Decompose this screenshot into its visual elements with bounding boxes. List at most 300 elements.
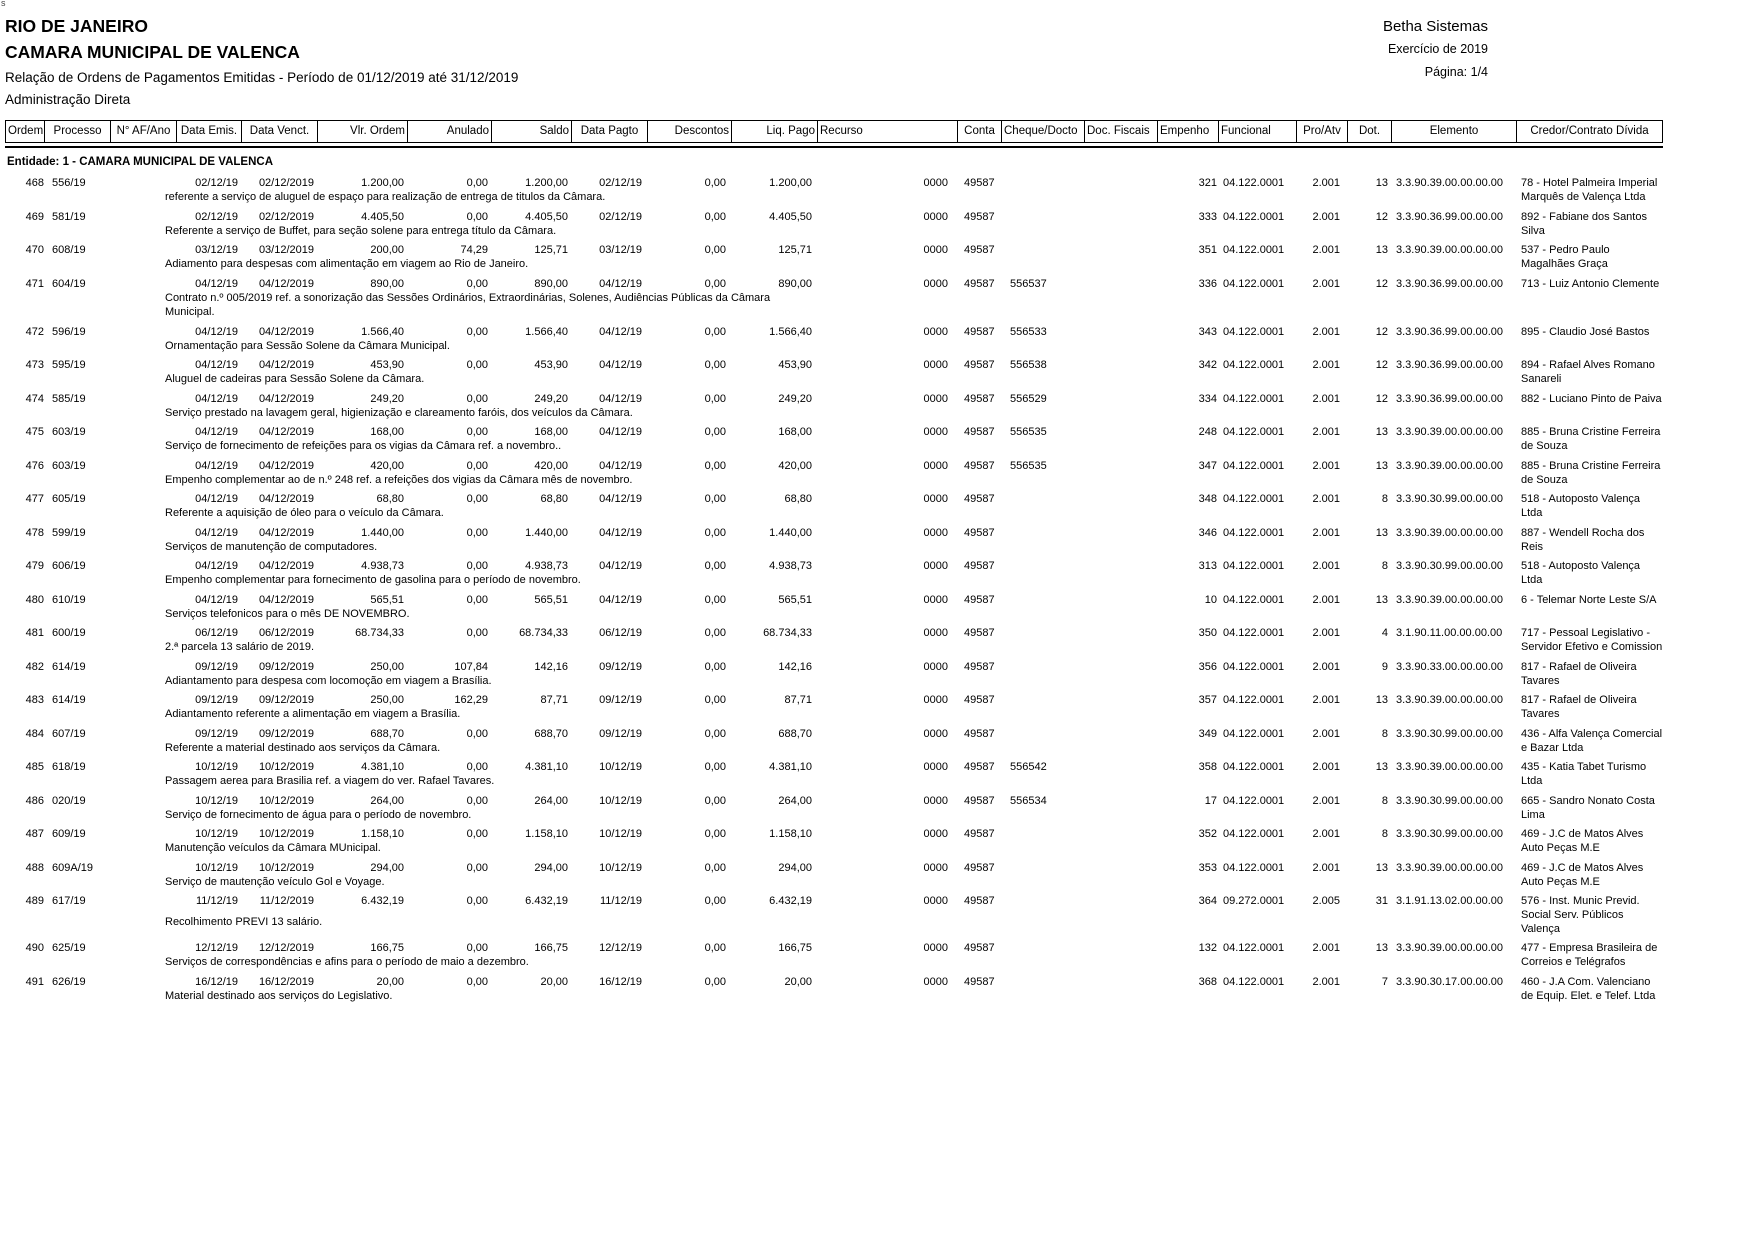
cell-data-emis: 04/12/19 [195, 392, 238, 405]
cell-conta: 49587 [964, 861, 995, 874]
cell-anulado: 0,00 [466, 942, 488, 954]
cell-empenho: 349 [1198, 727, 1217, 740]
cell-vlr-ordem: 1.566,40 [361, 325, 404, 338]
cell-pro-atv: 2.001 [1312, 426, 1340, 438]
cell-data-venct: 04/12/2019 [258, 526, 314, 539]
cell-conta: 49587 [964, 277, 995, 290]
cell-pro-atv: 2.001 [1312, 526, 1340, 539]
cell-descontos: 0,00 [704, 493, 726, 505]
cell-recurso: 0000 [923, 210, 948, 223]
cell-data-venct: 09/12/2019 [258, 694, 314, 706]
row-description: Serviços de manutenção de computadores. [165, 540, 378, 553]
cell-data-emis: 04/12/19 [195, 325, 238, 338]
cell-liq-pago: 1.566,40 [769, 325, 812, 338]
cell-empenho: 347 [1198, 459, 1217, 472]
cell-descontos: 0,00 [704, 177, 726, 189]
row-description: Referente a aquisição de óleo para o veículo da Câmara. [165, 507, 444, 519]
cell-af-ano [111, 243, 177, 257]
cell-saldo: 4.938,73 [525, 560, 568, 572]
cell-elemento: 3.3.90.39.00.00.00.00 [1396, 526, 1504, 539]
cell-funcional: 04.122.0001 [1223, 794, 1285, 807]
cell-data-emis: 10/12/19 [195, 861, 238, 874]
cell-saldo: 249,20 [534, 392, 568, 405]
cell-data-pagto: 09/12/19 [599, 727, 642, 740]
cell-liq-pago: 249,20 [778, 392, 812, 405]
cell-recurso: 0000 [923, 627, 948, 639]
cell-data-venct: 04/12/2019 [258, 459, 314, 472]
cell-anulado: 0,00 [466, 895, 488, 907]
cell-elemento: 3.3.90.30.99.00.00.00 [1396, 727, 1504, 740]
cell-af-ano [111, 325, 177, 339]
cell-funcional: 04.122.0001 [1223, 277, 1285, 290]
cell-anulado: 0,00 [466, 493, 488, 505]
cell-data-pagto: 04/12/19 [599, 392, 642, 405]
cell-dot: 9 [1381, 660, 1388, 673]
table-row [5, 760, 1663, 789]
cell-credor: 469 - J.C de Matos Alves Auto Peças M.E [1521, 861, 1644, 888]
cell-data-venct: 12/12/2019 [258, 942, 314, 954]
cell-credor: 435 - Katia Tabet Turismo Ltda [1521, 761, 1647, 787]
cell-liq-pago: 4.381,10 [769, 761, 812, 773]
cell-data-emis: 04/12/19 [195, 560, 238, 572]
table-row [5, 277, 1663, 320]
cell-anulado: 0,00 [466, 526, 488, 539]
cell-empenho: 132 [1198, 942, 1217, 954]
cell-doc-fiscais [1085, 727, 1158, 741]
cell-data-venct: 09/12/2019 [258, 727, 314, 740]
cell-descontos: 0,00 [704, 526, 726, 539]
cell-data-venct: 09/12/2019 [258, 660, 314, 673]
cell-elemento: 3.3.90.36.99.00.00.00 [1396, 277, 1504, 290]
cell-saldo: 166,75 [534, 942, 568, 954]
cell-processo: 618/19 [52, 761, 86, 773]
column-header-ordem: Ordem [5, 121, 45, 142]
cell-credor: 477 - Empresa Brasileira de Correios e Telégrafos [1521, 942, 1658, 968]
cell-data-emis: 04/12/19 [195, 593, 238, 606]
cell-credor: 713 - Luiz Antonio Clemente [1521, 277, 1660, 290]
cell-descontos: 0,00 [704, 325, 726, 338]
cell-dot: 12 [1375, 210, 1388, 223]
cell-recurso: 0000 [923, 459, 948, 472]
cell-af-ano [111, 176, 177, 190]
cell-data-pagto: 12/12/19 [599, 942, 642, 954]
cell-doc-fiscais [1085, 660, 1158, 674]
cell-cheque-docto [1002, 975, 1085, 989]
table-row [5, 894, 1663, 936]
cell-anulado: 0,00 [466, 794, 488, 807]
cell-liq-pago: 68.734,33 [763, 627, 812, 639]
cell-elemento: 3.3.90.36.99.00.00.00 [1396, 210, 1504, 223]
table-row [5, 425, 1663, 454]
cell-doc-fiscais [1085, 176, 1158, 190]
cell-ordem: 475 [25, 426, 44, 438]
cell-processo: 614/19 [52, 694, 86, 706]
cell-ordem: 491 [25, 975, 44, 988]
cell-descontos: 0,00 [704, 210, 726, 223]
cell-descontos: 0,00 [704, 660, 726, 673]
row-description: referente a serviço de aluguel de espaço para realização de entrega de titulos da Câmara. [165, 191, 606, 203]
cell-funcional: 09.272.0001 [1223, 895, 1285, 907]
cell-dot: 12 [1375, 392, 1388, 405]
cell-data-emis: 09/12/19 [195, 660, 238, 673]
cell-liq-pago: 565,51 [778, 593, 812, 606]
cell-funcional: 04.122.0001 [1223, 210, 1285, 223]
cell-ordem: 478 [25, 526, 44, 539]
cell-descontos: 0,00 [704, 627, 726, 639]
cell-data-venct: 02/12/2019 [258, 177, 314, 189]
cell-ordem: 468 [25, 177, 44, 189]
cell-vlr-ordem: 68,80 [376, 493, 404, 505]
cell-af-ano [111, 827, 177, 841]
cell-data-venct: 11/12/2019 [259, 895, 314, 907]
cell-anulado: 0,00 [466, 828, 488, 840]
cell-recurso: 0000 [923, 828, 948, 840]
cell-credor: 665 - Sandro Nonato Costa Lima [1521, 794, 1655, 821]
cell-cheque-docto: 556542 [1010, 761, 1047, 773]
cell-elemento: 3.3.90.39.00.00.00.00 [1396, 942, 1504, 954]
cell-empenho: 351 [1198, 244, 1217, 256]
cell-data-emis: 11/12/19 [195, 895, 238, 907]
cell-data-pagto: 04/12/19 [599, 526, 642, 539]
cell-data-emis: 03/12/19 [195, 244, 238, 256]
cell-descontos: 0,00 [704, 942, 726, 954]
cell-af-ano [111, 210, 177, 224]
cell-recurso: 0000 [923, 426, 948, 438]
cell-processo: 556/19 [52, 177, 86, 189]
cell-liq-pago: 125,71 [778, 244, 812, 256]
cell-data-pagto: 04/12/19 [599, 459, 642, 472]
row-description: Adiamento para despesas com alimentação em viagem ao Rio de Janeiro. [165, 258, 529, 270]
cell-processo: 609/19 [52, 828, 86, 840]
cell-data-emis: 04/12/19 [195, 359, 238, 371]
cell-dot: 13 [1375, 593, 1388, 606]
cell-anulado: 107,84 [454, 660, 488, 673]
cell-af-ano [111, 526, 177, 540]
cell-af-ano [111, 975, 177, 989]
cell-data-pagto: 11/12/19 [599, 895, 642, 907]
cell-data-emis: 16/12/19 [195, 975, 238, 988]
cell-conta: 49587 [964, 210, 995, 223]
table-row [5, 392, 1663, 421]
cell-descontos: 0,00 [704, 727, 726, 740]
cell-funcional: 04.122.0001 [1223, 359, 1285, 371]
cell-ordem: 486 [25, 794, 44, 807]
cell-data-pagto: 02/12/19 [599, 210, 642, 223]
cell-processo: 606/19 [52, 560, 86, 572]
cell-doc-fiscais [1085, 492, 1158, 506]
cell-empenho: 333 [1198, 210, 1217, 223]
org-title: CAMARA MUNICIPAL DE VALENCA [5, 42, 300, 62]
cell-liq-pago: 87,71 [784, 694, 812, 706]
cell-anulado: 0,00 [466, 426, 488, 438]
cell-saldo: 4.405,50 [525, 210, 568, 223]
cell-anulado: 0,00 [466, 459, 488, 472]
cell-funcional: 04.122.0001 [1223, 526, 1285, 539]
cell-credor: 469 - J.C de Matos Alves Auto Peças M.E [1521, 828, 1644, 854]
cell-descontos: 0,00 [704, 359, 726, 371]
cell-af-ano [111, 861, 177, 875]
cell-liq-pago: 4.938,73 [769, 560, 812, 572]
cell-liq-pago: 1.200,00 [769, 177, 812, 189]
cell-conta: 49587 [964, 560, 995, 572]
cell-cheque-docto [1002, 660, 1085, 674]
cell-vlr-ordem: 6.432,19 [361, 895, 404, 907]
cell-pro-atv: 2.001 [1312, 861, 1340, 874]
cell-liq-pago: 420,00 [778, 459, 812, 472]
cell-saldo: 142,16 [534, 660, 568, 673]
cell-liq-pago: 4.405,50 [769, 210, 812, 223]
cell-data-emis: 04/12/19 [195, 277, 238, 290]
cell-data-pagto: 10/12/19 [599, 761, 642, 773]
cell-processo: 603/19 [52, 426, 86, 438]
entity-label: Entidade: 1 - CAMARA MUNICIPAL DE VALENCA [7, 156, 273, 168]
cell-vlr-ordem: 890,00 [370, 277, 404, 290]
table-body [5, 176, 1755, 1003]
cell-pro-atv: 2.001 [1312, 459, 1340, 472]
cell-data-emis: 04/12/19 [195, 459, 238, 472]
cell-data-emis: 10/12/19 [195, 761, 238, 773]
cell-elemento: 3.3.90.36.99.00.00.00 [1396, 392, 1504, 405]
cell-conta: 49587 [964, 359, 995, 371]
cell-af-ano [111, 727, 177, 741]
cell-ordem: 481 [25, 627, 44, 639]
cell-recurso: 0000 [923, 392, 948, 405]
cell-cheque-docto [1002, 727, 1085, 741]
header-right [1180, 16, 1488, 84]
table-row [5, 210, 1663, 239]
cell-cheque-docto: 556534 [1010, 794, 1047, 807]
cell-saldo: 1.158,10 [525, 828, 568, 840]
cell-anulado: 0,00 [466, 359, 488, 371]
cell-dot: 13 [1375, 694, 1388, 706]
table-row [5, 975, 1663, 1004]
cell-recurso: 0000 [923, 359, 948, 371]
cell-vlr-ordem: 20,00 [376, 975, 404, 988]
cell-anulado: 0,00 [466, 177, 488, 189]
table-row [5, 693, 1663, 722]
column-header-pro-atv: Pro/Atv [1297, 121, 1348, 142]
cell-vlr-ordem: 453,90 [370, 359, 404, 371]
cell-empenho: 364 [1198, 895, 1217, 907]
cell-descontos: 0,00 [704, 459, 726, 472]
table-row [5, 827, 1663, 856]
column-header-processo: Processo [45, 121, 111, 142]
row-description: Adiantamento para despesa com locomoção em viagem a Brasília. [165, 674, 492, 687]
column-header-liq-pago: Liq. Pago [732, 121, 818, 142]
cell-ordem: 474 [25, 392, 44, 405]
cell-data-venct: 03/12/2019 [258, 244, 314, 256]
column-header-data-pagto: Data Pagto [572, 121, 648, 142]
row-description: Serviço de fornecimento de refeições para os vigias da Câmara ref. a novembro.. [165, 440, 562, 452]
cell-pro-atv: 2.001 [1312, 761, 1340, 773]
cell-data-pagto: 06/12/19 [599, 627, 642, 639]
cell-saldo: 1.200,00 [525, 177, 568, 189]
cell-dot: 8 [1381, 493, 1388, 505]
cell-funcional: 04.122.0001 [1223, 560, 1285, 572]
cell-liq-pago: 294,00 [778, 861, 812, 874]
cell-funcional: 04.122.0001 [1223, 392, 1285, 405]
cell-ordem: 472 [25, 325, 44, 338]
cell-af-ano [111, 358, 177, 372]
cell-descontos: 0,00 [704, 975, 726, 988]
cell-ordem: 479 [25, 560, 44, 572]
cell-ordem: 485 [25, 761, 44, 773]
cell-data-pagto: 04/12/19 [599, 593, 642, 606]
cell-doc-fiscais [1085, 794, 1158, 808]
cell-saldo: 4.381,10 [525, 761, 568, 773]
cell-cheque-docto [1002, 827, 1085, 841]
cell-credor: 887 - Wendell Rocha dos Reis [1521, 526, 1645, 553]
cell-funcional: 04.122.0001 [1223, 861, 1285, 874]
table-row [5, 941, 1663, 970]
cell-af-ano [111, 425, 177, 439]
cell-pro-atv: 2.001 [1312, 392, 1340, 405]
cell-credor: 436 - Alfa Valença Comercial e Bazar Ltda [1521, 727, 1663, 754]
cell-data-venct: 10/12/2019 [258, 861, 314, 874]
cell-empenho: 348 [1198, 493, 1217, 505]
cell-conta: 49587 [964, 727, 995, 740]
cell-elemento: 3.3.90.33.00.00.00.00 [1396, 660, 1504, 673]
cell-saldo: 168,00 [534, 426, 568, 438]
cell-doc-fiscais [1085, 243, 1158, 257]
cell-liq-pago: 1.158,10 [769, 828, 812, 840]
cell-processo: 625/19 [52, 942, 86, 954]
cell-processo: 596/19 [52, 325, 86, 338]
cell-pro-atv: 2.001 [1312, 627, 1340, 639]
cell-empenho: 352 [1198, 828, 1217, 840]
cell-cheque-docto [1002, 526, 1085, 540]
cell-anulado: 0,00 [466, 593, 488, 606]
row-description: Contrato n.º 005/2019 ref. a sonorização das Sessões Ordinários, Extraordinárias, Solenes, Audiências Públicas da Câmara Municipal. [165, 291, 771, 318]
cell-recurso: 0000 [923, 975, 948, 988]
cell-processo: 609A/19 [52, 861, 93, 874]
cell-credor: 78 - Hotel Palmeira Imperial Marquês de Valença Ltda [1521, 177, 1658, 203]
cell-elemento: 3.3.90.36.99.00.00.00 [1396, 359, 1504, 371]
cell-doc-fiscais [1085, 626, 1158, 640]
cell-af-ano [111, 693, 177, 707]
column-header-recurso: Recurso [818, 121, 958, 142]
report-title: Relação de Ordens de Pagamentos Emitidas - Período de 01/12/2019 até 31/12/2019 [5, 70, 519, 85]
cell-data-venct: 04/12/2019 [258, 593, 314, 606]
cell-conta: 49587 [964, 177, 995, 189]
cell-dot: 12 [1375, 325, 1388, 338]
cell-data-emis: 09/12/19 [195, 694, 238, 706]
cell-saldo: 1.566,40 [525, 325, 568, 338]
cell-af-ano [111, 559, 177, 573]
cell-dot: 12 [1375, 277, 1388, 290]
cell-ordem: 469 [25, 210, 44, 223]
cell-dot: 13 [1375, 861, 1388, 874]
cell-recurso: 0000 [923, 493, 948, 505]
cell-data-venct: 04/12/2019 [258, 359, 314, 371]
cell-saldo: 87,71 [540, 694, 568, 706]
cell-data-pagto: 04/12/19 [599, 359, 642, 371]
cell-saldo: 890,00 [534, 277, 568, 290]
cell-af-ano [111, 626, 177, 640]
cell-data-venct: 02/12/2019 [258, 210, 314, 223]
cell-elemento: 3.3.90.36.99.00.00.00 [1396, 325, 1504, 338]
cell-elemento: 3.3.90.30.99.00.00.00 [1396, 794, 1504, 807]
table-header-row [5, 120, 1663, 143]
table-row [5, 492, 1663, 521]
cell-af-ano [111, 277, 177, 291]
cell-elemento: 3.3.90.39.00.00.00.00 [1396, 426, 1504, 438]
row-description: Manutenção veículos da Câmara MUnicipal. [165, 842, 381, 854]
cell-recurso: 0000 [923, 177, 948, 189]
cell-descontos: 0,00 [704, 593, 726, 606]
cell-dot: 12 [1375, 359, 1388, 371]
cell-doc-fiscais [1085, 277, 1158, 291]
cell-recurso: 0000 [923, 727, 948, 740]
column-header-data-venct: Data Venct. [242, 121, 318, 142]
cell-funcional: 04.122.0001 [1223, 727, 1285, 740]
cell-credor: 576 - Inst. Munic Previd. Social Serv. Públicos Valença [1521, 895, 1640, 935]
table-row [5, 526, 1663, 555]
cell-ordem: 476 [25, 459, 44, 472]
cell-elemento: 3.3.90.39.00.00.00.00 [1396, 244, 1504, 256]
cell-vlr-ordem: 4.381,10 [361, 761, 404, 773]
cell-funcional: 04.122.0001 [1223, 493, 1285, 505]
column-header-vlr-ordem: Vlr. Ordem [318, 121, 408, 142]
cell-vlr-ordem: 264,00 [370, 794, 404, 807]
cell-cheque-docto [1002, 210, 1085, 224]
cell-funcional: 04.122.0001 [1223, 828, 1285, 840]
cell-cheque-docto [1002, 243, 1085, 257]
cell-saldo: 6.432,19 [525, 895, 568, 907]
cell-processo: 600/19 [52, 627, 86, 639]
table-row [5, 459, 1663, 488]
cell-anulado: 0,00 [466, 975, 488, 988]
cell-credor: 6 - Telemar Norte Leste S/A [1521, 593, 1657, 606]
cell-data-pagto: 04/12/19 [599, 493, 642, 505]
cell-descontos: 0,00 [704, 426, 726, 438]
column-header-credor: Credor/Contrato Dívida [1517, 121, 1663, 142]
cell-recurso: 0000 [923, 794, 948, 807]
row-description: Serviço prestado na lavagem geral, higienização e clareamento faróis, dos veículos da Câmara. [165, 406, 633, 419]
column-header-descontos: Descontos [648, 121, 732, 142]
cell-doc-fiscais [1085, 593, 1158, 607]
cell-anulado: 0,00 [466, 560, 488, 572]
vendor-name: Betha Sistemas [1382, 18, 1488, 35]
cell-descontos: 0,00 [704, 694, 726, 706]
cell-descontos: 0,00 [704, 794, 726, 807]
table-row [5, 176, 1663, 205]
cell-conta: 49587 [964, 526, 995, 539]
cell-vlr-ordem: 688,70 [370, 727, 404, 740]
cell-empenho: 353 [1198, 861, 1217, 874]
cell-vlr-ordem: 420,00 [370, 459, 404, 472]
cell-dot: 7 [1381, 975, 1388, 988]
cell-ordem: 488 [25, 861, 44, 874]
cell-funcional: 04.122.0001 [1223, 627, 1285, 639]
cell-doc-fiscais [1085, 827, 1158, 841]
cell-cheque-docto [1002, 559, 1085, 573]
cell-dot: 8 [1381, 560, 1388, 572]
cell-dot: 13 [1375, 244, 1388, 256]
row-description: 2.ª parcela 13 salário de 2019. [165, 641, 315, 653]
cell-anulado: 162,29 [454, 694, 488, 706]
cell-dot: 13 [1375, 526, 1388, 539]
cell-descontos: 0,00 [704, 828, 726, 840]
cell-anulado: 74,29 [460, 244, 488, 256]
cell-cheque-docto [1002, 861, 1085, 875]
table-row [5, 243, 1663, 272]
cell-funcional: 04.122.0001 [1223, 325, 1285, 338]
column-header-funcional: Funcional [1219, 121, 1297, 142]
row-description: Ornamentação para Sessão Solene da Câmara Municipal. [165, 339, 450, 352]
cell-descontos: 0,00 [704, 761, 726, 773]
cell-data-venct: 10/12/2019 [258, 794, 314, 807]
